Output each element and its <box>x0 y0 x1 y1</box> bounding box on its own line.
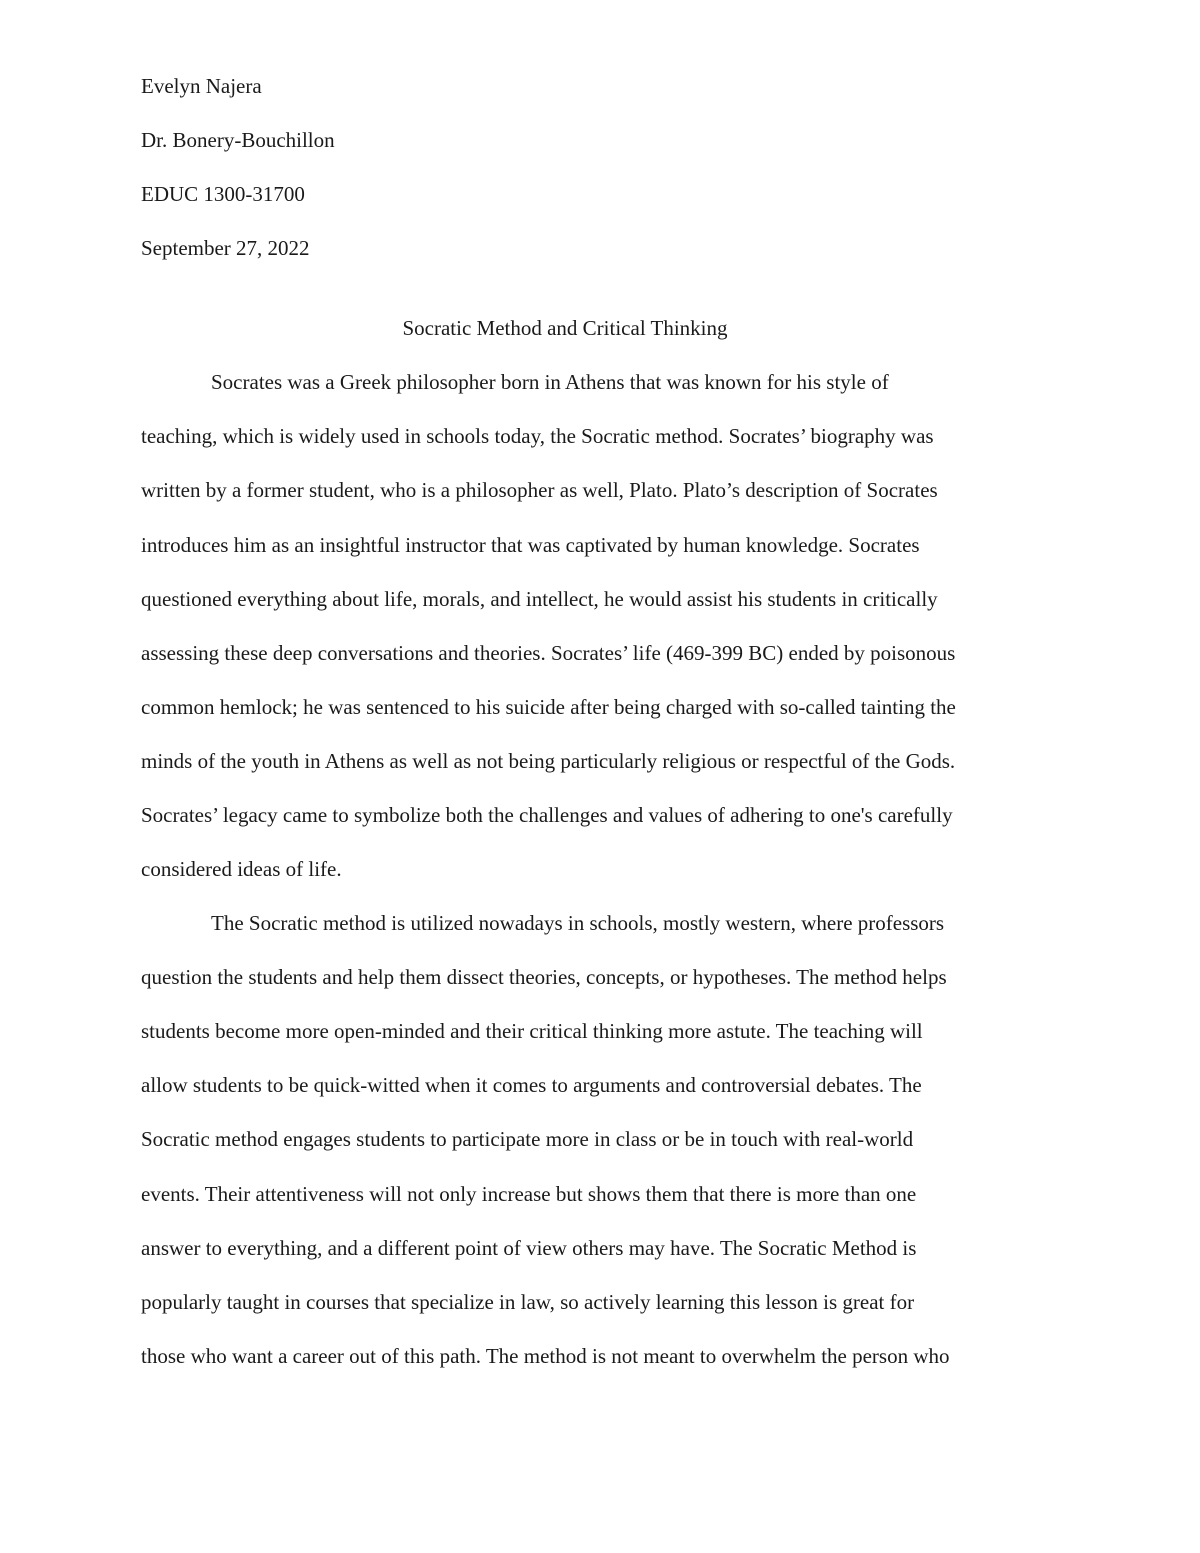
paragraph-2-line-6: events. Their attentiveness will not only increase but shows them that there is more than one <box>141 1182 917 1206</box>
course-code: EDUC 1300-31700 <box>141 182 305 206</box>
paragraph-2-line-2: question the students and help them dissect theories, concepts, or hypotheses. The method helps <box>141 965 947 989</box>
paragraph-2-line-4: allow students to be quick-witted when it comes to arguments and controversial debates. The <box>141 1073 922 1097</box>
student-name: Evelyn Najera <box>141 74 262 98</box>
paragraph-1-line-1: Socrates was a Greek philosopher born in Athens that was known for his style of <box>211 370 889 394</box>
document-title: Socratic Method and Critical Thinking <box>402 316 728 340</box>
paragraph-1-line-4: introduces him as an insightful instructor that was captivated by human knowledge. Socrates <box>141 533 920 557</box>
paragraph-2-line-9: those who want a career out of this path. The method is not meant to overwhelm the person who <box>141 1344 950 1368</box>
paragraph-2-line-5: Socratic method engages students to participate more in class or be in touch with real-world <box>141 1127 914 1151</box>
paragraph-2-line-8: popularly taught in courses that specialize in law, so actively learning this lesson is great for <box>141 1290 915 1314</box>
paragraph-1-line-5: questioned everything about life, morals, and intellect, he would assist his students in critically <box>141 587 938 611</box>
paragraph-1-line-6: assessing these deep conversations and theories. Socrates’ life (469-399 BC) ended by poisonous <box>141 641 956 665</box>
instructor-name: Dr. Bonery-Bouchillon <box>141 128 335 152</box>
paragraph-1-line-3: written by a former student, who is a philosopher as well, Plato. Plato’s description of Socrates <box>141 478 938 502</box>
submission-date: September 27, 2022 <box>141 236 310 260</box>
paragraph-1-line-2: teaching, which is widely used in schools today, the Socratic method. Socrates’ biography was <box>141 424 934 448</box>
paragraph-1-line-9: Socrates’ legacy came to symbolize both the challenges and values of adhering to one's carefully <box>141 803 953 827</box>
paragraph-1-line-7: common hemlock; he was sentenced to his suicide after being charged with so-called tainting the <box>141 695 956 719</box>
paragraph-2-line-1: The Socratic method is utilized nowadays in schools, mostly western, where professors <box>211 911 945 935</box>
paragraph-2-line-7: answer to everything, and a different point of view others may have. The Socratic Method is <box>141 1236 917 1260</box>
paragraph-1-line-8: minds of the youth in Athens as well as not being particularly religious or respectful of the Gods. <box>141 749 956 773</box>
paragraph-1-line-10: considered ideas of life. <box>141 857 342 881</box>
paragraph-2-line-3: students become more open-minded and their critical thinking more astute. The teaching will <box>141 1019 923 1043</box>
